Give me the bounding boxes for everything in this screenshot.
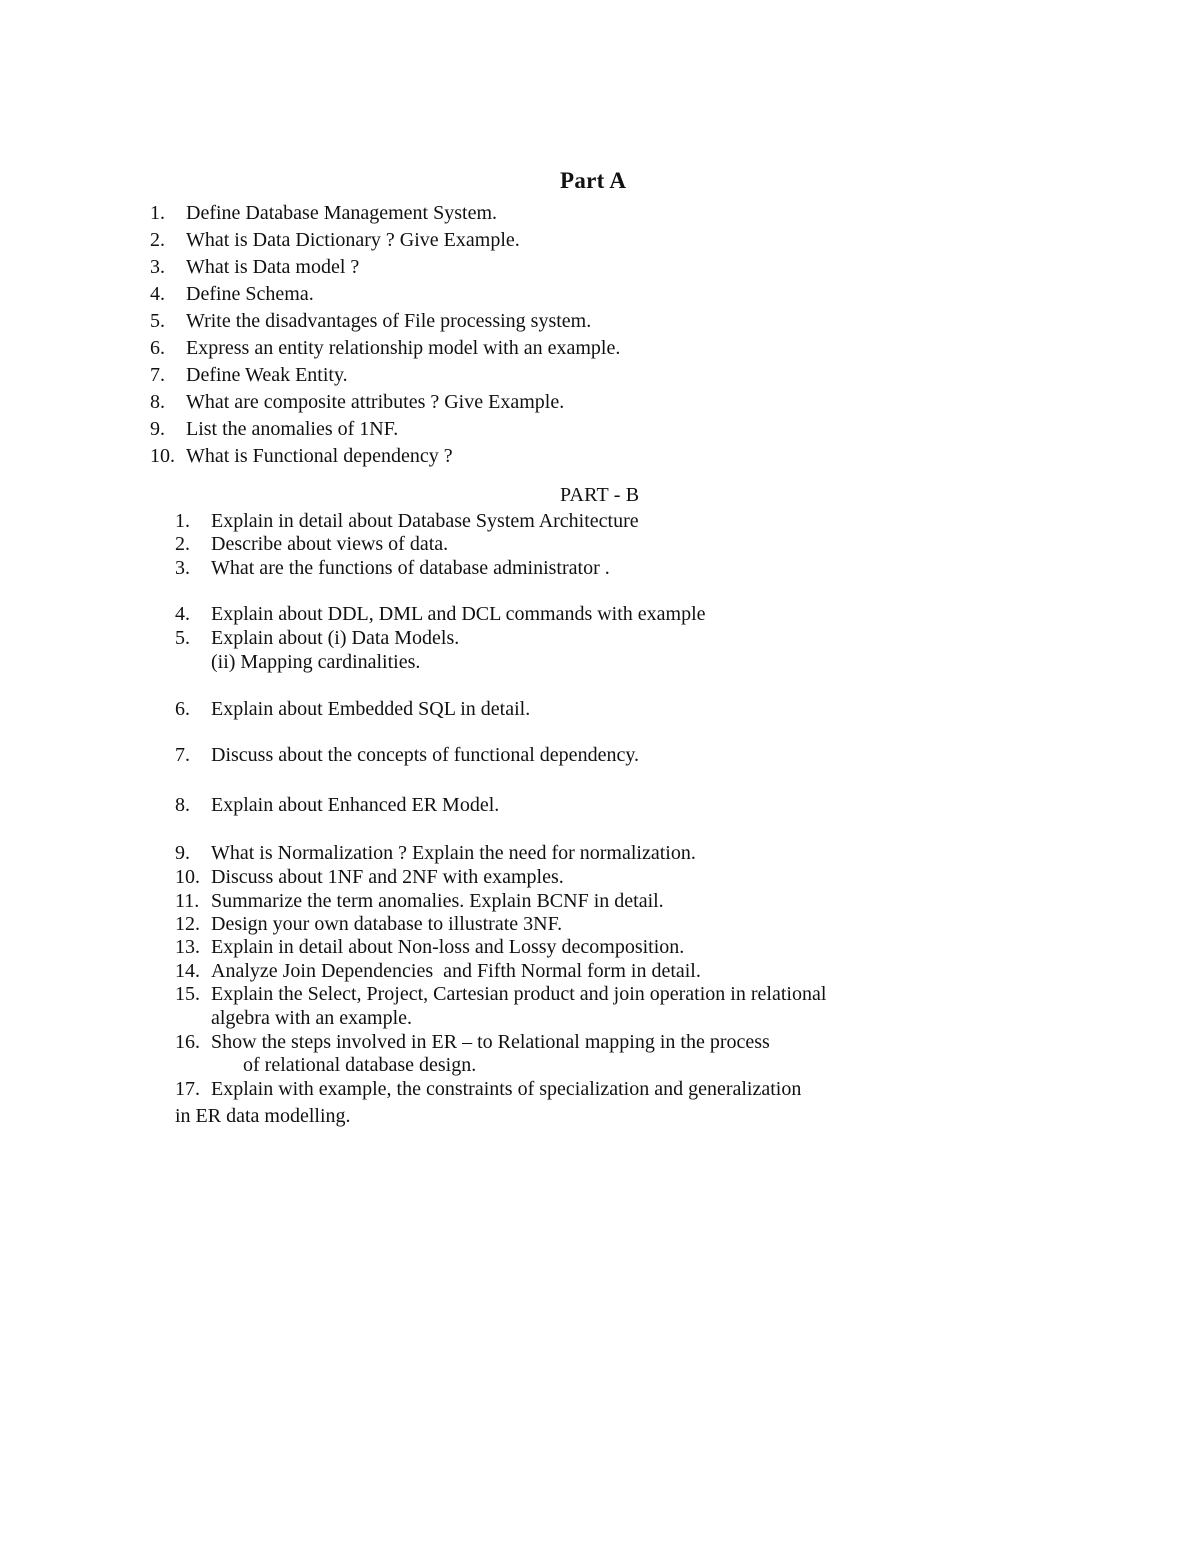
item-number: 17.	[175, 1078, 200, 1100]
item-text: Explain about Embedded SQL in detail.	[211, 698, 531, 720]
item-text: What is Data model ?	[186, 256, 360, 278]
item-number: 9.	[150, 418, 165, 440]
item-number: 6.	[175, 698, 190, 720]
item-text: Show the steps involved in ER – to Relational mapping in the process	[211, 1031, 770, 1053]
item-number: 13.	[175, 936, 200, 958]
item-text: Analyze Join Dependencies and Fifth Normal form in detail.	[211, 960, 701, 982]
item-number: 4.	[175, 603, 190, 625]
item-text: Discuss about 1NF and 2NF with examples.	[211, 866, 564, 888]
item-number: 1.	[150, 202, 165, 224]
item-number: 12.	[175, 913, 200, 935]
item-text: Explain about (i) Data Models.	[211, 627, 460, 649]
item-number: 7.	[175, 744, 190, 766]
item-number: 5.	[175, 627, 190, 649]
item-text-continued: (ii) Mapping cardinalities.	[211, 651, 421, 673]
item-text: Define Schema.	[186, 283, 314, 305]
item-text: What is Functional dependency ?	[186, 445, 453, 467]
item-text: Design your own database to illustrate 3NF.	[211, 913, 563, 935]
item-number: 6.	[150, 337, 165, 359]
item-text: Define Database Management System.	[186, 202, 498, 224]
item-number: 2.	[150, 229, 165, 251]
item-text-continued: algebra with an example.	[211, 1007, 413, 1029]
item-number: 5.	[150, 310, 165, 332]
item-text: Explain the Select, Project, Cartesian product and join operation in relational	[211, 983, 827, 1005]
item-text: Describe about views of data.	[211, 533, 449, 555]
item-text: Discuss about the concepts of functional dependency.	[211, 744, 640, 766]
item-text: Express an entity relationship model with an example.	[186, 337, 621, 359]
item-number: 10.	[175, 866, 200, 888]
item-text: Explain in detail about Database System Architecture	[211, 510, 639, 532]
item-number: 2.	[175, 533, 190, 555]
item-number: 14.	[175, 960, 200, 982]
part-a-title: Part A	[560, 168, 627, 193]
item-text: Explain with example, the constraints of specialization and generalization	[211, 1078, 802, 1100]
item-number: 3.	[175, 557, 190, 579]
item-text: What is Data Dictionary ? Give Example.	[186, 229, 520, 251]
item-text: Write the disadvantages of File processing system.	[186, 310, 592, 332]
item-number: 8.	[150, 391, 165, 413]
item-text: Explain about DDL, DML and DCL commands with example	[211, 603, 706, 625]
item-number: 8.	[175, 794, 190, 816]
item-number: 1.	[175, 510, 190, 532]
item-number: 3.	[150, 256, 165, 278]
item-text: Explain in detail about Non-loss and Lossy decomposition.	[211, 936, 685, 958]
item-number: 11.	[175, 890, 200, 912]
item-text-continued: in ER data modelling.	[175, 1105, 351, 1127]
item-text: What are the functions of database administrator .	[211, 557, 610, 579]
item-text: Define Weak Entity.	[186, 364, 348, 386]
item-number: 7.	[150, 364, 165, 386]
item-text-continued: of relational database design.	[243, 1054, 477, 1076]
item-text: List the anomalies of 1NF.	[186, 418, 399, 440]
item-number: 15.	[175, 983, 200, 1005]
item-text: What are composite attributes ? Give Example.	[186, 391, 565, 413]
item-number: 9.	[175, 842, 190, 864]
part-b-title: PART - B	[560, 484, 640, 506]
item-text: What is Normalization ? Explain the need for normalization.	[211, 842, 696, 864]
item-number: 16.	[175, 1031, 200, 1053]
item-text: Explain about Enhanced ER Model.	[211, 794, 500, 816]
item-text: Summarize the term anomalies. Explain BCNF in detail.	[211, 890, 664, 912]
item-number: 10.	[150, 445, 175, 467]
item-number: 4.	[150, 283, 165, 305]
